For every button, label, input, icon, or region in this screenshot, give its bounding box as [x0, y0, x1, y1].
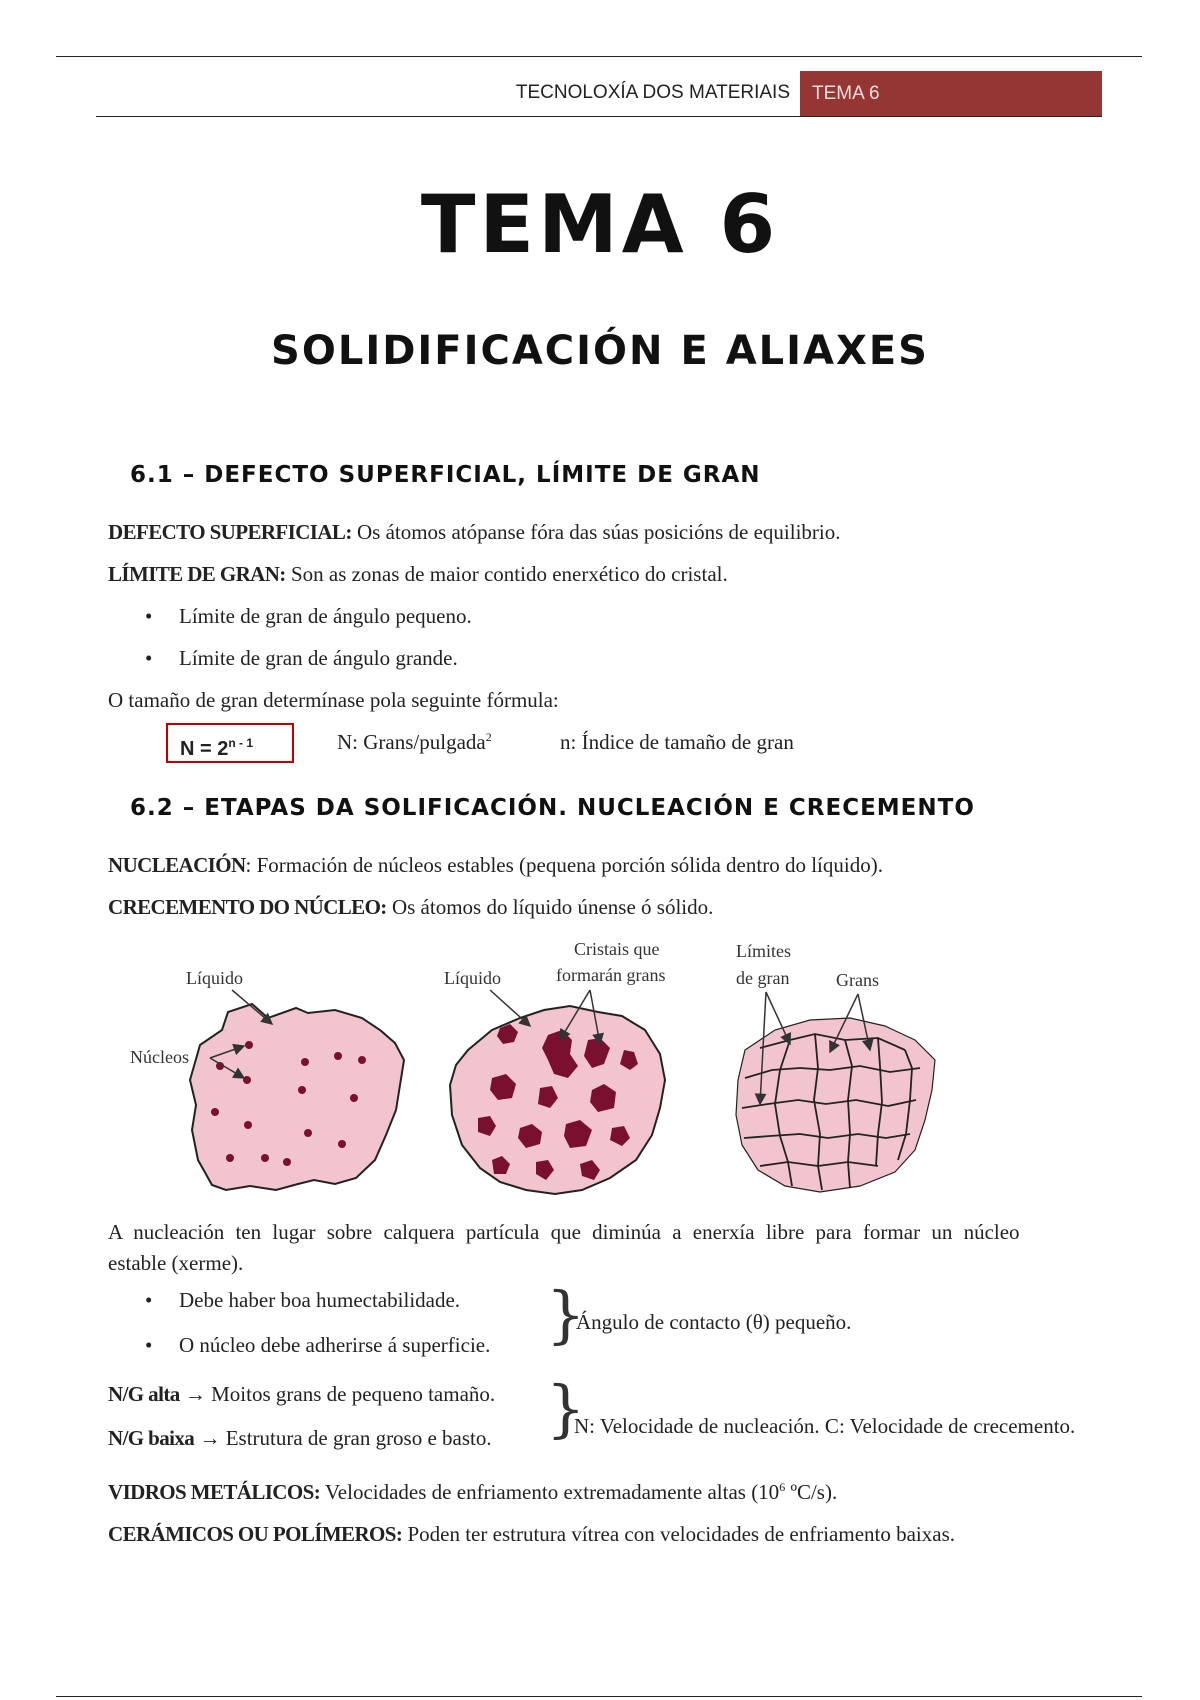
label-liquido-2: Líquido	[444, 968, 501, 988]
crystal	[538, 1086, 558, 1108]
crystal	[492, 1156, 510, 1174]
n-definition-text: N: Grans/pulgada	[337, 730, 486, 754]
ng-baixa-label: N/G baixa	[108, 1426, 195, 1450]
label-nucleos: Núcleos	[130, 1047, 189, 1067]
label-limites-1: Límites	[736, 941, 791, 961]
vidros-line	[108, 1480, 837, 1505]
list-item-text: O núcleo debe adherirse á superficie.	[179, 1333, 491, 1357]
pointer-limites-a	[766, 992, 790, 1044]
pointer-liquido-1	[232, 990, 272, 1024]
crystal	[580, 1160, 600, 1180]
crystal	[564, 1120, 592, 1148]
nucleation-paragraph-line-2: estable (xerme).	[108, 1251, 244, 1275]
stage-nucleation	[190, 990, 404, 1190]
pointer-nucleos-b	[210, 1058, 244, 1078]
crystal	[610, 1126, 630, 1146]
crystal	[536, 1160, 554, 1180]
liquid-blob-1	[190, 1004, 404, 1190]
nucleus-dot	[283, 1158, 291, 1166]
ceramicos-label: CERÁMICOS OU POLÍMEROS:	[108, 1522, 403, 1546]
page-subtitle: SOLIDIFICACIÓN E ALIAXES	[271, 328, 929, 374]
crystal	[584, 1038, 610, 1068]
bullet-icon: •	[145, 604, 153, 628]
index-definition: n: Índice de tamaño de gran	[560, 730, 794, 754]
vidros-sup: 6	[779, 1480, 786, 1494]
crystal	[490, 1074, 516, 1100]
n-definition	[337, 730, 492, 755]
limite-line	[108, 562, 728, 587]
nucleus-dot	[338, 1140, 346, 1148]
list-item-text: Límite de gran de ángulo pequeno.	[179, 604, 472, 628]
vidros-text-1: Velocidades de enfriamento extremadamente altas (10	[320, 1480, 780, 1504]
ng-alta-text: → Moitos grans de pequeno tamaño.	[179, 1382, 496, 1406]
pointer-liquido-2	[490, 990, 530, 1026]
section-heading-6-1: 6.1 – DEFECTO SUPERFICIAL, LÍMITE DE GRAN	[130, 462, 761, 488]
crystal	[478, 1116, 496, 1136]
ng-alta-line	[108, 1382, 495, 1407]
nucleus-dot	[304, 1129, 312, 1137]
nucleus-dot	[350, 1094, 358, 1102]
header-badge: TEMA 6	[800, 71, 1102, 117]
defecto-label: DEFECTO SUPERFICIAL:	[108, 520, 352, 544]
nucleus-dot	[245, 1041, 253, 1049]
pointer-grans-a	[830, 994, 858, 1052]
section-heading-6-2: 6.2 – ETAPAS DA SOLIFICACIÓN. NUCLEACIÓN E CRECEMENTO	[130, 795, 975, 821]
header-subject: TECNOLOXÍA DOS MATERIAIS	[515, 82, 790, 103]
formula-box	[166, 723, 294, 763]
pointer-grans-b	[858, 994, 870, 1050]
crecemento-text: Os átomos do líquido únense ó sólido.	[386, 895, 714, 919]
ng-alta-label: N/G alta	[108, 1382, 180, 1406]
liquid-blob-2	[450, 1006, 665, 1194]
nucleus-dot	[244, 1121, 252, 1129]
contact-angle-note: Ángulo de contacto (θ) pequeño.	[576, 1310, 852, 1334]
formula-exponent: n - 1	[228, 736, 254, 750]
nucleus-dot	[358, 1056, 366, 1064]
crecemento-label: CRECEMENTO DO NÚCLEO:	[108, 895, 387, 919]
stage-grains	[736, 992, 935, 1192]
list-item-text: Límite de gran de ángulo grande.	[179, 646, 458, 670]
nucleus-dot	[216, 1062, 224, 1070]
brace-icon: }	[546, 1278, 586, 1351]
crystal	[620, 1050, 638, 1070]
brace-icon: }	[546, 1372, 586, 1445]
limite-label: LÍMITE DE GRAN:	[108, 562, 286, 586]
n-definition-sup: 2	[485, 730, 492, 744]
bullet-icon: •	[145, 1333, 153, 1357]
crystal	[542, 1030, 578, 1078]
list-item-text: Debe haber boa humectabilidade.	[179, 1288, 461, 1312]
label-liquido-1: Líquido	[186, 968, 243, 988]
label-limites-2: de gran	[736, 968, 790, 988]
crystal	[590, 1084, 616, 1112]
pointer-cristais-a	[560, 990, 590, 1040]
formula-base: N = 2	[180, 738, 229, 760]
nucleus-dot	[298, 1086, 306, 1094]
nucleacion-text: : Formación de núcleos estables (pequena porción sólida dentro do líquido).	[245, 853, 883, 877]
page-title: TEMA 6	[420, 178, 780, 271]
crystal	[497, 1024, 518, 1044]
defecto-line	[108, 520, 840, 545]
label-cristais-2: formarán grans	[556, 965, 666, 985]
crystal	[518, 1124, 542, 1148]
defecto-text: Os átomos atópanse fóra das súas posicións de equilibrio.	[351, 520, 841, 544]
vidros-label: VIDROS METÁLICOS:	[108, 1480, 321, 1504]
pointer-nucleos-a	[210, 1046, 244, 1058]
label-grans: Grans	[836, 970, 879, 990]
nucleacion-line	[108, 853, 883, 878]
bullet-icon: •	[145, 646, 153, 670]
ceramicos-line	[108, 1522, 955, 1547]
header-underline	[96, 116, 1102, 117]
ng-definitions: N: Velocidade de nucleación. C: Velocidade de crecemento.	[574, 1414, 1076, 1438]
nucleus-dot	[301, 1058, 309, 1066]
stage-growth	[450, 990, 665, 1194]
nucleus-dot	[261, 1154, 269, 1162]
nucleation-paragraph-line-1: A nucleación ten lugar sobre calquera partícula que diminúa a enerxía libre para formar un núcleo	[108, 1220, 1020, 1244]
nucleus-dot	[243, 1076, 251, 1084]
grain-area	[736, 1018, 935, 1192]
nucleus-dot	[226, 1154, 234, 1162]
label-cristais-1: Cristais que	[574, 939, 660, 959]
footer-rule	[56, 1696, 1142, 1697]
formula-intro: O tamaño de gran determínase pola seguinte fórmula:	[108, 688, 559, 712]
limite-text: Son as zonas de maior contido enerxético do cristal.	[285, 562, 728, 586]
ceramicos-text: Poden ter estrutura vítrea con velocidades de enfriamento baixas.	[402, 1522, 956, 1546]
ng-baixa-line	[108, 1426, 492, 1451]
nucleus-dot	[211, 1108, 219, 1116]
pointer-limites-b	[760, 992, 766, 1104]
crecemento-line	[108, 895, 713, 920]
nucleus-dot	[334, 1052, 342, 1060]
top-rule	[56, 56, 1142, 57]
vidros-text-2: ºC/s).	[785, 1480, 838, 1504]
pointer-cristais-b	[590, 990, 600, 1044]
ng-baixa-text: → Estrutura de gran groso e basto.	[194, 1426, 492, 1450]
nucleacion-label: NUCLEACIÓN	[108, 853, 246, 877]
bullet-icon: •	[145, 1288, 153, 1312]
grain-boundary-outline	[736, 1018, 935, 1192]
